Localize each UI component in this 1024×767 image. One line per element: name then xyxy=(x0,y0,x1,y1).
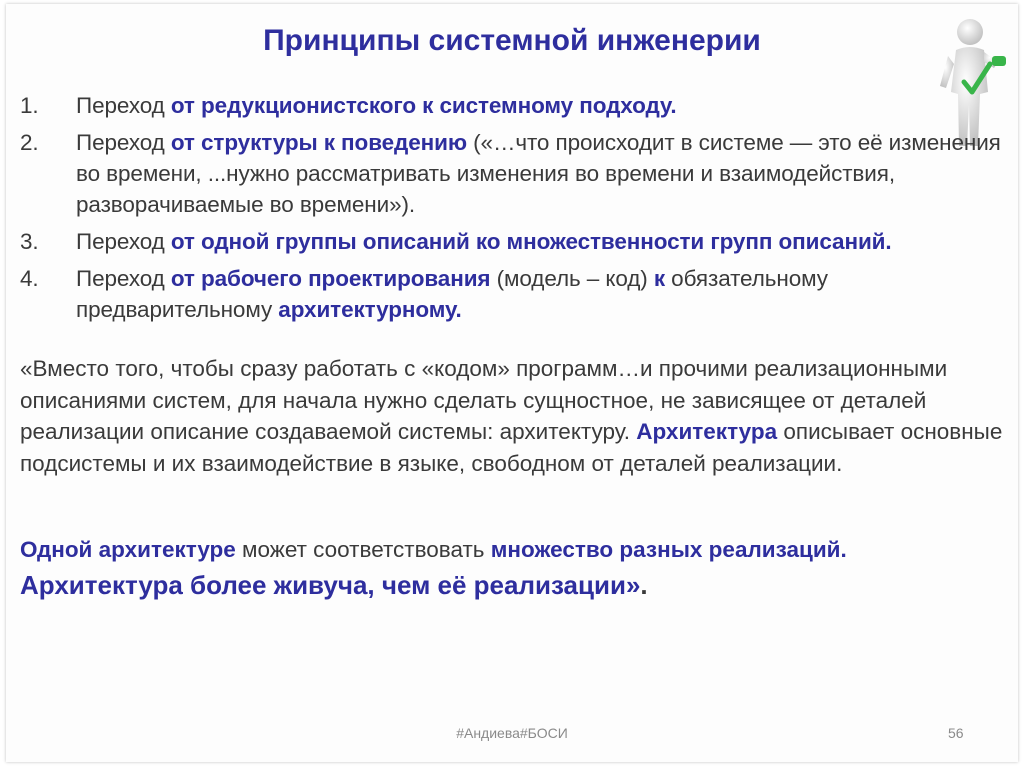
implementations-paragraph: Одной архитектуре может соответствовать множество разных реализаций. xyxy=(20,537,847,562)
footer-hashtags: #Андиева#БОСИ xyxy=(456,725,568,741)
quote-paragraph: «Вместо того, чтобы сразу работать с «кодом» программ…и прочими реализационными описаниями систем, для начала нужно сделать сущностное, не зависящее от деталей реализации описание создаваемой системы: архитектуру. Архитектура описывает основные подсистемы и их взаимодействие в языке, свободном от деталей реализации. xyxy=(20,356,1003,476)
page-number: 56 xyxy=(948,725,964,741)
list-item: 3. Переход от одной группы описаний ко множественности групп описаний. xyxy=(20,229,892,254)
list-item: 4. Переход от рабочего проектирования (модель – код) к обязательному предварительному архитектурному. xyxy=(20,266,828,322)
conclusion-paragraph: Архитектура более живуча, чем её реализации». xyxy=(20,570,648,600)
slide xyxy=(6,4,1018,762)
slide-title: Принципы системной инженерии xyxy=(263,24,761,57)
list-item: 1. Переход от редукционистского к системному подходу. xyxy=(20,93,677,118)
principles-list xyxy=(20,90,1010,331)
list-item: 2. Переход от структуры к поведению («…что происходит в системе — это её изменения во времени, ...нужно рассматривать изменения во времени и взаимодействия, разворачиваемые во времени»). xyxy=(20,130,1001,217)
